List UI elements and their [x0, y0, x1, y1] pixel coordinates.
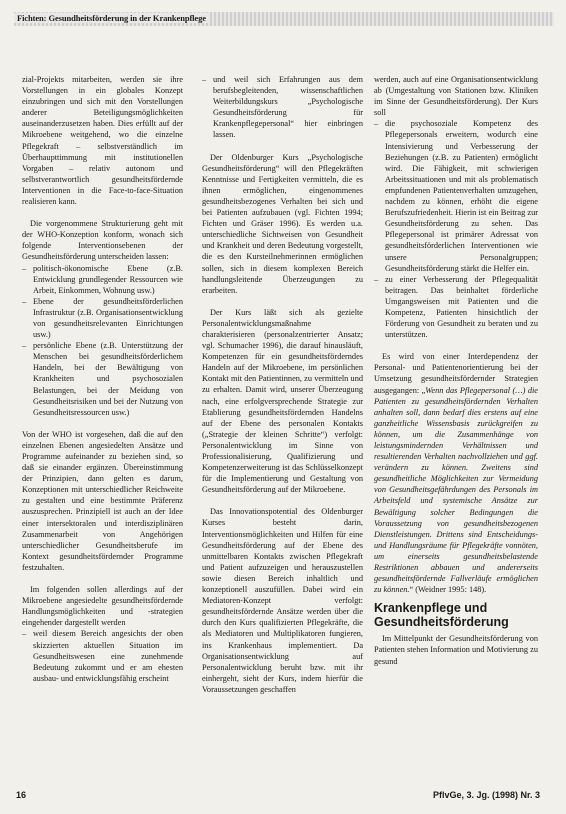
paragraph: Im folgenden sollen allerdings auf der Mikroebene angesiedelte gesundheitsfördernde Handlungsmöglichkeiten und -strategien eingehender dargestellt werden [22, 585, 183, 628]
list-item: – Ebene der gesundheitsförderlichen Infrastruktur (z.B. Organisationsentwicklung von gesundheitsrelevanten Einrichtungen usw.) [22, 296, 183, 340]
column-3 [374, 74, 538, 667]
section-heading: Krankenpflege und Gesundheitsförderung [374, 601, 509, 630]
list-item: – politisch-ökonomische Ebene (z.B. Entwicklung grundlegender Ressourcen wie Arbeit, Einkommen, Wohnung usw.) [22, 263, 183, 296]
list-item: – weil diesem Bereich angesichts der oben skizzierten aktuellen Situation im Gesundheitswesen eine zunehmende Bedeutung zukommt und er am ehesten ausbau- und entwicklungsfähig erscheint [22, 628, 183, 683]
bullet-list [22, 263, 183, 418]
page-number: 16 [16, 790, 27, 800]
column-2 [202, 74, 363, 695]
list-item: – persönliche Ebene (z.B. Unterstützung der Menschen bei gesundheitsförderlichem Handeln, bei der Bewältigung von Krankheiten und psychosozialen Belastungen, bei der Meidung von Gesundheitsrisiken und bei der Nutzung von Gesundheitsressourcen usw.) [22, 340, 183, 418]
paragraph: Im Mittelpunkt der Gesundheitsförderung von Patienten stehen Information und Motivierung zu gesund [374, 634, 538, 666]
bullet-list [374, 118, 538, 340]
paragraph: Der Oldenburger Kurs „Psychologische Gesundheitsförderung“ will den Pflegekräften Kenntnisse und Fertigkeiten vermitteln, die es ihnen ermöglichen, eingenommenes gesundheitsbezogenes Verhalten bei sich und bei Patienten aufzubauen (vgl. Fichten 1994; Fichten und Gräser 1996). Es werden u.a. unterschiedliche Sichtweisen von Gesundheit und Krankheit und deren Bedeutung vorgestellt, die es den Kursteilnehmerinnen ermöglichen sollen, sich in diesem komplexen Bereich handlungsleitende Überzeugungen zu erarbeiten. [202, 152, 363, 295]
paragraph: Die vorgenommene Strukturierung geht mit der WHO-Konzeption konform, wonach sich folgende Interventionsebenen der Gesundheitsförderung unterscheiden lassen: [22, 219, 183, 262]
list-item: – die psychosoziale Kompetenz des Pflegepersonals erweitern, wodurch eine Intensivierung und Verbesserung der Beziehungen (z.B. zu Patienten) ermöglicht wird. Die Fähigkeit, mit schwierigen Arbeitssituationen und mit als problematisch empfundenen Patientenverhalten umzugehen, nachdem zu können, erhöht die eigene Berufszufriedenheit. Hierin ist ein Beitrag zur Gesundheitsförderung zu sehen. Das Pflegepersonal ist primärer Adressat von gesundheitsförderlichen Interventionen wie unsere Personalgruppen; Gesundheitsförderung stärkt die Helfer ein. [374, 118, 538, 273]
paragraph: Von der WHO ist vorgesehen, daß die auf den einzelnen Ebenen angesiedelten Ansätze und Programme aufeinander zu beziehen sind, so daß sie einander ergänzen. Übereinstimmung der Prinzipien, dann gelten es darum, Konzeptionen mit unterschiedlicher Reichweite zu gestalten und eine bestimmte Präferenz auszusprechen. Prinzipiell ist auch an der Idee einer intersektoralen und interdisziplinären Zusammenarbeit von Angehörigen unterschiedlicher Gesundheitsberufe im Kontext gesundheitsfördernder Programme festzuhalten. [22, 429, 183, 572]
list-item: – und weil sich Erfahrungen aus dem berufsbegleitenden, wissenschaftlichen Weiterbildungskurs „Psychologische Gesundheitsförderung für Krankenpflegepersonal“ hier einbringen lassen. [202, 74, 363, 141]
running-header [14, 12, 554, 26]
running-title: Fichten: Gesundheitsförderung in der Krankenpflege [14, 13, 209, 23]
paragraph: Das Innovationspotential des Oldenburger Kurses besteht darin, Interventionsmöglichkeiten und Hilfen für eine Gesundheitsförderung auf der Ebene des unmittelbaren Kontakts zwischen Pflegekraft und Patient aufzuzeigen und herauszustellen sowie diesen Bereich inhaltlich und konzeptionell auszufüllen. Dabei wird ein Mediatoren-Konzept verfolgt: gesundheitsfördernde Ansätze werden über die durch den Kurs qualifizierten Pflegekräfte, die als Mediatoren und Multiplikatoren fungieren, ins Krankenhaus implementiert. Da Organisationsentwicklung auf Personalentwicklung beruht bzw. mit ihr einhergeht, sieht der Kurs, indem hierfür die Voraussetzungen geschaffen [202, 507, 363, 694]
paragraph: zial-Projekts mitarbeiten, werden sie ihre Vorstellungen in ein globales Konzept einzubringen und sich mit den Vorstellungen anderer Beteiligungsmöglichkeiten auseinanderzusetzen haben. Dies erfüllt auf der Mikroebene weitgehend, wo die einzelne Pflegekraft – selbstverständlich im Überhaupttimmung mit institutionellen Vorgaben – relativ autonom und selbstverantwortlich gesundheitsfördernde Interventionen in die Face-to-face-Situation realisieren kann. [22, 75, 183, 207]
quote-paragraph [374, 351, 538, 595]
quotation: Wenn das Pflegepersonal (…) die Patienten zu gesundheitsfördernden Verhalten anhalten soll, dann bedarf dies erstens auf eine ganzheitliche Wissensbasis zurückgreifen zu können, um die Zusammenhänge von leistungsmindernden Verhältnissen und resultierenden Verhalten nachvollziehen und ggf. verändern zu können. Zweitens sind gesundheitliche Möglichkeiten zur Vermeidung von Gesundheitsgefährdungen des Personals im Arbeitsfeld und systemische Ansätze zur Bewältigung solcher Bedingungen die Voraussetzung von gesundheitsbezogenen Dienstleistungen. Drittens sind Entscheidungs- und Handlungsräume für Pflegekräfte vonnöten, um einerseits gesundheitsbelastende Restriktionen abbauen und andererseits gesundheitsfördernde Fallverläufe ermöglichen zu können. [374, 385, 538, 595]
column-1 [22, 74, 183, 684]
paragraph: werden, auch auf eine Organisationsentwicklung ab (Umgestaltung von Stationen bzw. Kliniken im Sinne der Gesundheitsförderung). Der Kurs soll [374, 75, 538, 118]
paragraph: Der Kurs läßt sich als gezielte Personalentwicklungsmaßnahme charakterisieren (personalzentrierter Ansatz; vgl. Schumacher 1996), die darauf hinausläuft, Kompetenzen für ein gesundheitsförderndes Handeln auf der Mikroebene, im persönlichen Kontakt mit den Patientinnen, zu vermitteln und zu erhalten. Damit wird, unserer Überzeugung nach, eine erfolgversprechende Strategie zur Etablierung gesundheitsfördernden Handelns auf der Ebene des personalen Kontakts („Strategie der kleinen Schritte“) verfolgt: Personalentwicklung im Sinne von Professionalisierung, Qualifizierung und Kompetenzerweiterung ist das Schlüsselkonzept für die Implementierung und Gestaltung von Gesundheitsförderung auf der Mikroebene. [202, 307, 363, 495]
quote-reference: “ (Weidner 1995: 148). [409, 585, 487, 595]
journal-citation: PflvGe, 3. Jg. (1998) Nr. 3 [432, 790, 540, 800]
paragraph-lead: Es wird von einer Interdependenz der Personal- und Patientenorientierung bei der Umsetzung gesundheitsfördernder Strategien ausgegangen: „ [374, 352, 538, 395]
list-item: – zu einer Verbesserung der Pflegequalität beitragen. Das beinhaltet förderliche Umgangsweisen mit Patienten und die Kompetenz, Patienten hinsichtlich der Förderung von Gesundheit zu beraten und zu unterstützen. [374, 274, 538, 341]
bullet-list [202, 74, 363, 141]
bullet-list [22, 628, 183, 683]
